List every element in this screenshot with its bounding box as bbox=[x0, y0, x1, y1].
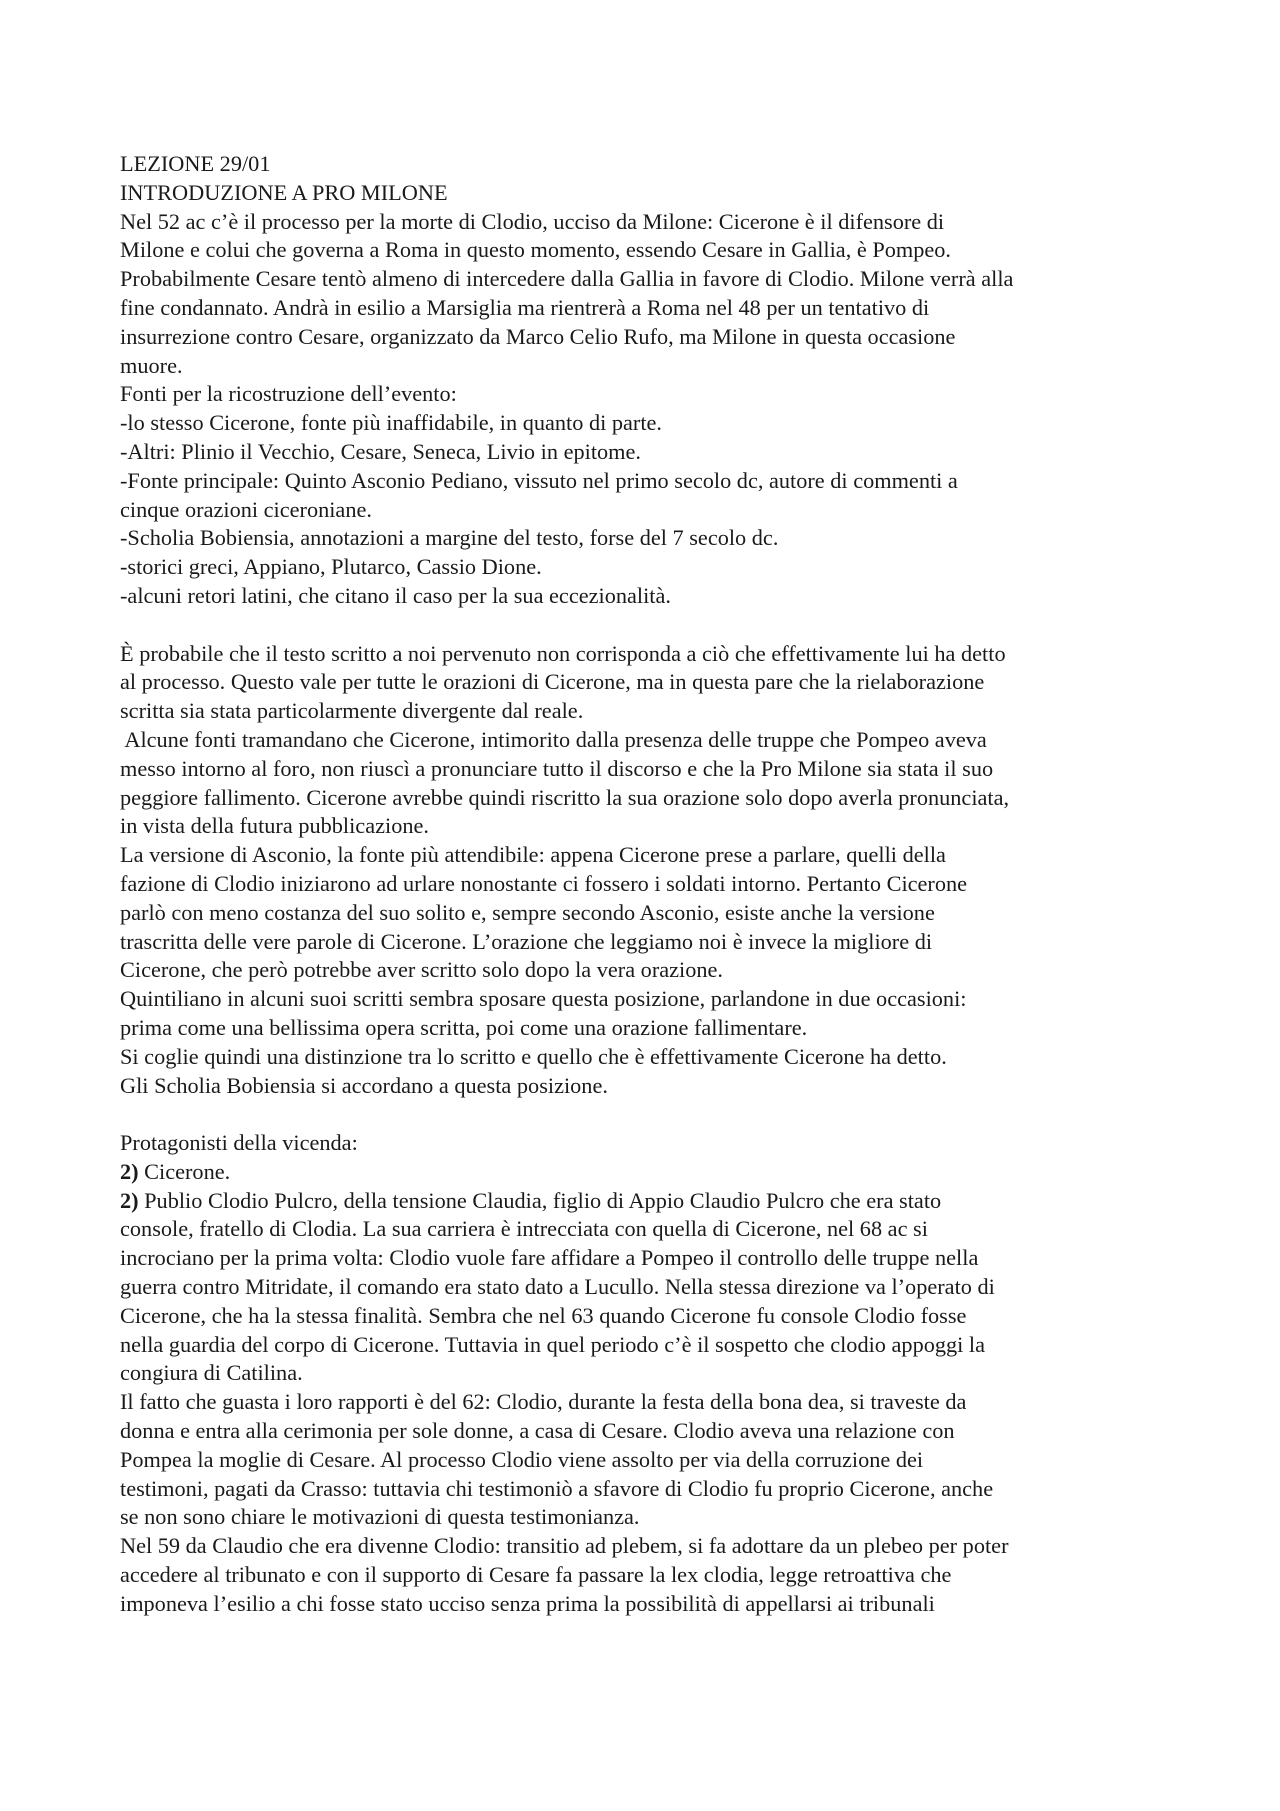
text-line: prima come una bellissima opera scritta, poi come una orazione fallimentare. bbox=[120, 1014, 808, 1040]
text-line: congiura di Catilina. bbox=[120, 1360, 303, 1386]
text-line: -storici greci, Appiano, Plutarco, Cassio Dione. bbox=[120, 554, 542, 580]
text-line: fazione di Clodio iniziarono ad urlare nonostante ci fossero i soldati intorno. Pertanto Cicerone bbox=[120, 870, 968, 896]
text-line: -alcuni retori latini, che citano il caso per la sua eccezionalità. bbox=[120, 582, 671, 608]
text-line: Si coglie quindi una distinzione tra lo scritto e quello che è effettivamente Cicerone ha detto. bbox=[120, 1043, 947, 1069]
list-number: 2) bbox=[120, 1158, 139, 1184]
blank-line bbox=[120, 611, 1165, 640]
text-line: scritta sia stata particolarmente divergente dal reale. bbox=[120, 698, 584, 724]
text-line: Gli Scholia Bobiensia si accordano a questa posizione. bbox=[120, 1072, 608, 1098]
text-line: messo intorno al foro, non riuscì a pronunciare tutto il discorso e che la Pro Milone sia stata il suo bbox=[120, 755, 994, 781]
text-line: donna e entra alla cerimonia per sole donne, a casa di Cesare. Clodio aveva una relazione con bbox=[120, 1418, 955, 1444]
list-number: 2) bbox=[120, 1187, 139, 1213]
text-line: La versione di Asconio, la fonte più attendibile: appena Cicerone prese a parlare, quelli della bbox=[120, 842, 946, 868]
list-item-text: Publio Clodio Pulcro, della tensione Claudia, figlio di Appio Claudio Pulcro che era stato bbox=[138, 1187, 942, 1213]
page-subtitle: INTRODUZIONE A PRO MILONE bbox=[120, 179, 448, 205]
text-line: Probabilmente Cesare tentò almeno di intercedere dalla Gallia in favore di Clodio. Milone verrà alla bbox=[120, 266, 1014, 292]
text-line: console, fratello di Clodia. La sua carriera è intrecciata con quella di Cicerone, nel 68 ac si bbox=[120, 1216, 928, 1242]
text-line: Quintiliano in alcuni suoi scritti sembra sposare questa posizione, parlandone in due occasioni: bbox=[120, 986, 967, 1012]
text-line: fine condannato. Andrà in esilio a Marsiglia ma rientrerà a Roma nel 48 per un tentativo di bbox=[120, 294, 930, 320]
text-line: imponeva l’esilio a chi fosse stato ucciso senza prima la possibilità di appellarsi ai tribunali bbox=[120, 1590, 935, 1616]
list-item-text: Cicerone. bbox=[138, 1158, 231, 1184]
text-line: Il fatto che guasta i loro rapporti è del 62: Clodio, durante la festa della bona dea, si traveste da bbox=[120, 1389, 967, 1415]
text-line: Fonti per la ricostruzione dell’evento: bbox=[120, 381, 457, 407]
text-line: cinque orazioni ciceroniane. bbox=[120, 496, 372, 522]
text-line: È probabile che il testo scritto a noi pervenuto non corrisponda a ciò che effettivamente lui ha detto bbox=[120, 640, 1006, 666]
text-line: parlò con meno costanza del suo solito e, sempre secondo Asconio, esiste anche la versione bbox=[120, 899, 935, 925]
text-line: se non sono chiare le motivazioni di questa testimonianza. bbox=[120, 1504, 640, 1530]
text-line: Milone e colui che governa a Roma in questo momento, essendo Cesare in Gallia, è Pompeo. bbox=[120, 237, 951, 263]
page-title: LEZIONE 29/01 bbox=[120, 151, 271, 176]
text-line: -Scholia Bobiensia, annotazioni a margine del testo, forse del 7 secolo dc. bbox=[120, 525, 779, 551]
intro-section bbox=[120, 208, 1165, 611]
text-line: Cicerone, che però potrebbe aver scritto solo dopo la vera orazione. bbox=[120, 957, 724, 983]
text-line: guerra contro Mitridate, il comando era stato dato a Lucullo. Nella stessa direzione va l’operato di bbox=[120, 1274, 995, 1300]
list-item bbox=[120, 1158, 1165, 1187]
text-line: peggiore fallimento. Cicerone avrebbe quindi riscritto la sua orazione solo dopo averla pronunciata, bbox=[120, 784, 1010, 810]
text-line: insurrezione contro Cesare, organizzato da Marco Celio Rufo, ma Milone in questa occasione bbox=[120, 323, 956, 349]
text-line: trascritta delle vere parole di Cicerone. L’orazione che leggiamo noi è invece la migliore di bbox=[120, 928, 933, 954]
text-line: -lo stesso Cicerone, fonte più inaffidabile, in quanto di parte. bbox=[120, 410, 663, 436]
blank-line bbox=[120, 1100, 1165, 1129]
document-body bbox=[120, 150, 1165, 1619]
text-line: al processo. Questo vale per tutte le orazioni di Cicerone, ma in questa pare che la rielaborazione bbox=[120, 669, 985, 695]
sources-section bbox=[120, 640, 1165, 1101]
text-line: -Fonte principale: Quinto Asconio Pediano, vissuto nel primo secolo dc, autore di commenti a bbox=[120, 467, 958, 493]
list-item bbox=[120, 1187, 1165, 1216]
text-line: muore. bbox=[120, 352, 183, 378]
text-line: Nel 59 da Claudio che era divenne Clodio: transitio ad plebem, si fa adottare da un plebeo per poter bbox=[120, 1533, 1009, 1559]
text-line: accedere al tribunato e con il supporto di Cesare fa passare la lex clodia, legge retroattiva che bbox=[120, 1562, 952, 1588]
protagonists-section bbox=[120, 1129, 1165, 1619]
text-line: in vista della futura pubblicazione. bbox=[120, 813, 429, 839]
text-line: Nel 52 ac c’è il processo per la morte di Clodio, ucciso da Milone: Cicerone è il difensore di bbox=[120, 208, 945, 234]
text-line: -Altri: Plinio il Vecchio, Cesare, Seneca, Livio in epitome. bbox=[120, 438, 641, 464]
text-line: nella guardia del corpo di Cicerone. Tuttavia in quel periodo c’è il sospetto che clodio appoggi la bbox=[120, 1331, 986, 1357]
text-line: Pompea la moglie di Cesare. Al processo Clodio viene assolto per via della corruzione dei bbox=[120, 1446, 924, 1472]
text-line: incrociano per la prima volta: Clodio vuole fare affidare a Pompeo il controllo delle truppe nella bbox=[120, 1245, 979, 1271]
section-heading: Protagonisti della vicenda: bbox=[120, 1130, 358, 1156]
text-line: testimoni, pagati da Crasso: tuttavia chi testimoniò a sfavore di Clodio fu proprio Cicerone, anche bbox=[120, 1475, 994, 1501]
text-line: Alcune fonti tramandano che Cicerone, intimorito dalla presenza delle truppe che Pompeo aveva bbox=[120, 726, 987, 752]
text-line: Cicerone, che ha la stessa finalità. Sembra che nel 63 quando Cicerone fu console Clodio fosse bbox=[120, 1302, 967, 1328]
